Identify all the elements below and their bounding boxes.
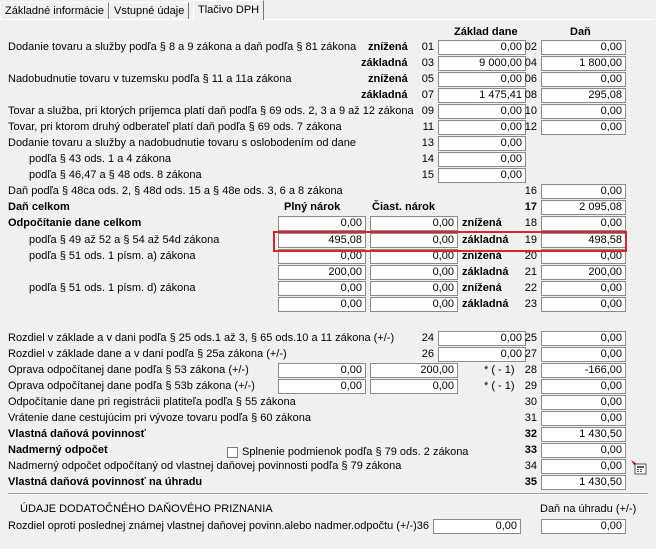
field-f29[interactable]: 0,00 bbox=[541, 379, 626, 394]
field-f13[interactable]: 0,00 bbox=[438, 136, 526, 151]
field-f10[interactable]: 0,00 bbox=[541, 104, 626, 119]
field-p23[interactable]: 0,00 bbox=[278, 297, 366, 312]
row-number-03: 03 bbox=[421, 57, 434, 69]
field-f28[interactable]: -166,00 bbox=[541, 363, 626, 378]
row-number-17: 17 bbox=[524, 201, 537, 213]
field-f11[interactable]: 0,00 bbox=[438, 120, 526, 135]
label-r18: Odpočítanie dane celkom bbox=[8, 217, 142, 229]
field-p19[interactable]: 495,08 bbox=[278, 233, 366, 248]
field-f26[interactable]: 0,00 bbox=[438, 347, 526, 362]
tag-znizena: znížená bbox=[462, 217, 502, 229]
row-number-29: 29 bbox=[524, 380, 537, 392]
field-f34[interactable]: 0,00 bbox=[541, 459, 626, 474]
field-f06[interactable]: 0,00 bbox=[541, 72, 626, 87]
row-number-25: 25 bbox=[524, 332, 537, 344]
row-number-02: 02 bbox=[524, 41, 537, 53]
tag-zakladna: základná bbox=[361, 57, 408, 69]
label-r31: Vrátenie dane cestujúcim pri vývoze tovaru podľa § 60 zákona bbox=[8, 412, 312, 424]
row-number-07: 07 bbox=[421, 89, 434, 101]
tab-zakladne-informacie[interactable]: Základné informácie bbox=[0, 2, 109, 19]
field-f30[interactable]: 0,00 bbox=[541, 395, 626, 410]
tag-znizena: znížená bbox=[462, 250, 502, 262]
row-number-15: 15 bbox=[421, 169, 434, 181]
tag-znizena: znížená bbox=[368, 41, 408, 53]
field-c23[interactable]: 0,00 bbox=[370, 297, 458, 312]
field-p22[interactable]: 0,00 bbox=[278, 281, 366, 296]
row-number-31: 31 bbox=[524, 412, 537, 424]
tag-zakladna: základná bbox=[462, 266, 509, 278]
label-r3: Nadobudnutie tovaru v tuzemsku podľa § 11 a 11a zákona bbox=[8, 73, 292, 85]
checkbox-label: Splnenie podmienok podľa § 79 ods. 2 zákona bbox=[242, 446, 469, 458]
field-f07[interactable]: 1 475,41 bbox=[438, 88, 526, 103]
header-ciast-narok: Čiast. nárok bbox=[372, 201, 435, 213]
row-number-05: 05 bbox=[421, 73, 434, 85]
label-r28: Oprava odpočítanej dane podľa § 53 zákona (+/-) bbox=[8, 364, 249, 376]
field-c21[interactable]: 0,00 bbox=[370, 265, 458, 280]
tag-znizena: znížená bbox=[368, 73, 408, 85]
field-p21[interactable]: 200,00 bbox=[278, 265, 366, 280]
separator-line-highlight bbox=[8, 494, 648, 495]
tab-bar bbox=[0, 0, 656, 20]
label-r20: podľa § 51 ods. 1 písm. a) zákona bbox=[29, 250, 196, 262]
label-minus-one: * ( - 1) bbox=[484, 364, 515, 376]
field-f14[interactable]: 0,00 bbox=[438, 152, 526, 167]
calculator-icon[interactable] bbox=[630, 459, 647, 475]
row-number-01: 01 bbox=[421, 41, 434, 53]
row-number-36: 36 bbox=[416, 520, 429, 532]
row-number-34: 34 bbox=[524, 460, 537, 472]
label-minus-one: * ( - 1) bbox=[484, 380, 515, 392]
field-f09[interactable]: 0,00 bbox=[438, 104, 526, 119]
row-number-11: 11 bbox=[422, 121, 434, 133]
row-number-09: 09 bbox=[421, 105, 434, 117]
row-number-27: 27 bbox=[524, 348, 537, 360]
field-f20[interactable]: 0,00 bbox=[541, 249, 626, 264]
field-f32[interactable]: 1 430,50 bbox=[541, 427, 626, 442]
field-c29[interactable]: 0,00 bbox=[370, 379, 458, 394]
field-f18[interactable]: 0,00 bbox=[541, 216, 626, 231]
label-r1: Dodanie tovaru a služby podľa § 8 a 9 zákona a daň podľa § 81 zákona bbox=[8, 41, 357, 53]
row-number-23: 23 bbox=[524, 298, 537, 310]
field-f36b[interactable]: 0,00 bbox=[541, 519, 626, 534]
field-f27[interactable]: 0,00 bbox=[541, 347, 626, 362]
label-r16: Daň podľa § 48ca ods. 2, § 48d ods. 15 a § 48e ods. 3, 6 a 8 zákona bbox=[8, 185, 343, 197]
field-f24[interactable]: 0,00 bbox=[438, 331, 526, 346]
field-f19[interactable]: 498,58 bbox=[541, 233, 626, 248]
row-number-19: 19 bbox=[524, 234, 537, 246]
label-r9: Tovar a služba, pri ktorých príjemca platí daň podľa § 69 ods. 2, 3 a 9 až 12 zákona bbox=[8, 105, 414, 117]
field-c18[interactable]: 0,00 bbox=[370, 216, 458, 231]
row-number-10: 10 bbox=[524, 105, 537, 117]
row-number-13: 13 bbox=[421, 137, 434, 149]
tag-znizena: znížená bbox=[462, 282, 502, 294]
tag-zakladna: základná bbox=[462, 234, 509, 246]
row-number-24: 24 bbox=[421, 332, 434, 344]
row-number-04: 04 bbox=[524, 57, 537, 69]
label-r19: podľa § 49 až 52 a § 54 až 54d zákona bbox=[29, 234, 220, 246]
header-zaklad-dane: Základ dane bbox=[454, 26, 518, 38]
field-f03[interactable]: 9 000,00 bbox=[438, 56, 526, 71]
header-dan-na-uhradu: Daň na úhradu (+/-) bbox=[540, 503, 637, 515]
label-r36: Rozdiel oproti poslednej známej vlastnej daňovej povinn.alebo nadmer.odpočtu (+/-) bbox=[8, 520, 417, 532]
field-c20[interactable]: 0,00 bbox=[370, 249, 458, 264]
row-number-22: 22 bbox=[524, 282, 537, 294]
tag-zakladna: základná bbox=[462, 298, 509, 310]
section-dodatocne: ÚDAJE DODATOČNÉHO DAŇOVÉHO PRIZNANIA bbox=[20, 503, 273, 515]
highlight-row-19 bbox=[273, 231, 627, 252]
label-r26: Rozdiel v základe dane a v dani podľa § 25a zákona (+/-) bbox=[8, 348, 287, 360]
label-r14: podľa § 43 ods. 1 a 4 zákona bbox=[29, 153, 172, 165]
label-r24: Rozdiel v základe a v dani podľa § 25 ods.1 až 3, § 65 ods.10 a 11 zákona (+/-) bbox=[8, 332, 395, 344]
label-r22: podľa § 51 ods. 1 písm. d) zákona bbox=[29, 282, 196, 294]
label-r32: Vlastná daňová povinnosť bbox=[8, 428, 146, 440]
row-number-32: 32 bbox=[524, 428, 537, 440]
field-c28[interactable]: 200,00 bbox=[370, 363, 458, 378]
row-number-18: 18 bbox=[524, 217, 537, 229]
field-f16[interactable]: 0,00 bbox=[541, 184, 626, 199]
label-r29: Oprava odpočítanej dane podľa § 53b zákona (+/-) bbox=[8, 380, 255, 392]
row-number-06: 06 bbox=[524, 73, 537, 85]
field-f02[interactable]: 0,00 bbox=[541, 40, 626, 55]
label-r13: Dodanie tovaru a služby a nadobudnutie tovaru s oslobodením od dane bbox=[8, 137, 356, 149]
field-p29[interactable]: 0,00 bbox=[278, 379, 366, 394]
row-number-12: 12 bbox=[524, 121, 537, 133]
field-c22[interactable]: 0,00 bbox=[370, 281, 458, 296]
field-f33[interactable]: 0,00 bbox=[541, 443, 626, 458]
field-f05[interactable]: 0,00 bbox=[438, 72, 526, 87]
row-number-35: 35 bbox=[524, 476, 537, 488]
row-number-28: 28 bbox=[524, 364, 537, 376]
tab-vstupne-udaje[interactable]: Vstupné údaje bbox=[109, 2, 189, 19]
row-number-16: 16 bbox=[524, 185, 537, 197]
row-number-30: 30 bbox=[524, 396, 537, 408]
field-f21[interactable]: 200,00 bbox=[541, 265, 626, 280]
field-f23[interactable]: 0,00 bbox=[541, 297, 626, 312]
field-c19[interactable]: 0,00 bbox=[370, 233, 458, 248]
label-r30: Odpočítanie dane pri registrácii platiteľa podľa § 55 zákona bbox=[8, 396, 296, 408]
label-r17: Daň celkom bbox=[8, 201, 70, 213]
field-p20[interactable]: 0,00 bbox=[278, 249, 366, 264]
field-f36[interactable]: 0,00 bbox=[433, 519, 521, 534]
tab-tlacivo-dph[interactable]: Tlačivo DPH bbox=[193, 0, 264, 20]
label-r35: Vlastná daňová povinnosť na úhradu bbox=[8, 476, 203, 488]
field-f08[interactable]: 295,08 bbox=[541, 88, 626, 103]
field-f04[interactable]: 1 800,00 bbox=[541, 56, 626, 71]
field-p28[interactable]: 0,00 bbox=[278, 363, 366, 378]
field-f22[interactable]: 0,00 bbox=[541, 281, 626, 296]
field-f12[interactable]: 0,00 bbox=[541, 120, 626, 135]
field-f25[interactable]: 0,00 bbox=[541, 331, 626, 346]
row-number-26: 26 bbox=[421, 348, 434, 360]
row-number-08: 08 bbox=[524, 89, 537, 101]
label-r11: Tovar, pri ktorom druhý odberateľ platí daň podľa § 69 ods. 7 zákona bbox=[8, 121, 342, 133]
field-f15[interactable]: 0,00 bbox=[438, 168, 526, 183]
header-dan: Daň bbox=[570, 26, 591, 38]
label-r34: Nadmerný odpočet odpočítaný od vlastnej daňovej povinnosti podľa § 79 zákona bbox=[8, 460, 402, 472]
label-r15: podľa § 46,47 a § 48 ods. 8 zákona bbox=[29, 169, 202, 181]
row-number-21: 21 bbox=[524, 266, 537, 278]
field-f01[interactable]: 0,00 bbox=[438, 40, 526, 55]
field-p18[interactable]: 0,00 bbox=[278, 216, 366, 231]
row-number-14: 14 bbox=[421, 153, 434, 165]
field-f35[interactable]: 1 430,50 bbox=[541, 475, 626, 490]
checkbox-splnenie-podmienok[interactable] bbox=[227, 447, 238, 458]
row-number-20: 20 bbox=[524, 250, 537, 262]
label-r33: Nadmerný odpočet bbox=[8, 444, 108, 456]
header-plny-narok: Plný nárok bbox=[284, 201, 341, 213]
field-f31[interactable]: 0,00 bbox=[541, 411, 626, 426]
tag-zakladna: základná bbox=[361, 89, 408, 101]
row-number-33: 33 bbox=[524, 444, 537, 456]
field-f17[interactable]: 2 095,08 bbox=[541, 200, 626, 215]
